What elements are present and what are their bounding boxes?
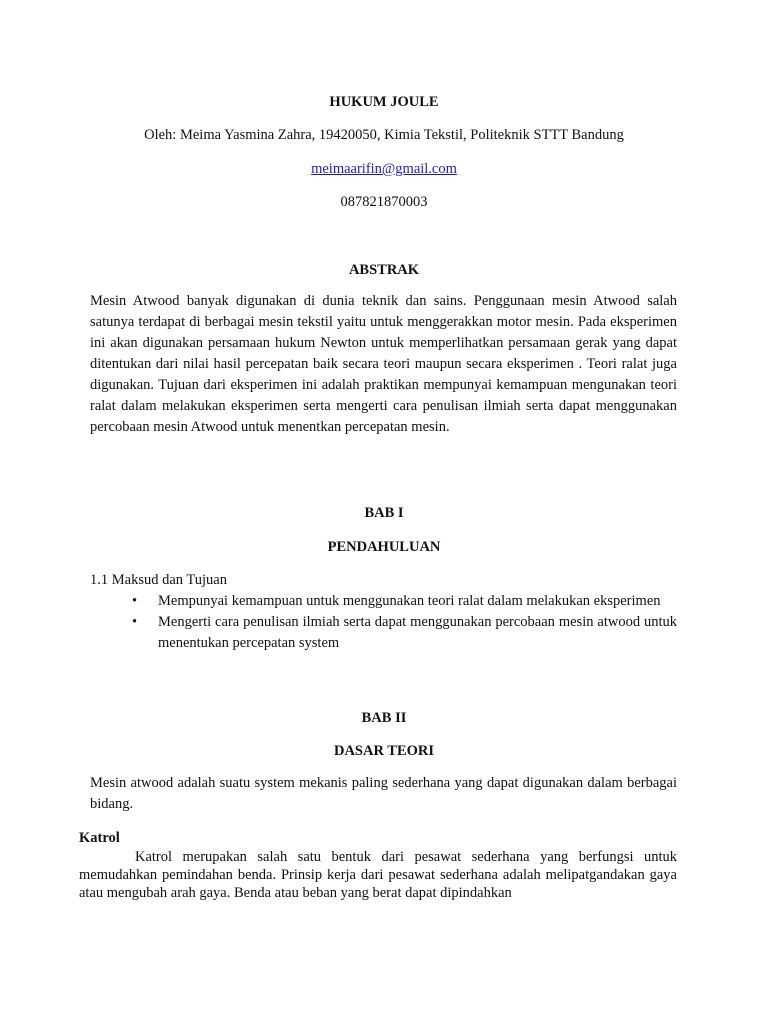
list-item [132, 612, 677, 654]
email-link-row [0, 161, 768, 178]
objectives-list [132, 591, 677, 654]
list-item [132, 591, 677, 612]
bullet-icon: • [132, 593, 138, 609]
abstract-heading: ABSTRAK [348, 262, 420, 278]
katrol-text: Katrol merupakan salah satu bentuk dari pesawat sederhana yang berfungsi untuk memudahkan pemindahan benda. Prinsip kerja dari pesawat sederhana adalah melipatgandakan gaya atau mengubah arah gaya. Benda atau beban yang berat dapat dipindahkan [79, 849, 677, 901]
bab1-title: PENDAHULUAN [327, 539, 441, 555]
bab2-intro: Mesin atwood adalah suatu system mekanis paling sederhana yang dapat digunakan dalam berbagai bidang. [90, 775, 677, 812]
list-item-text: Mengerti cara penulisan ilmiah serta dapat menggunakan percobaan mesin atwood untuk menentukan percepatan system [158, 614, 677, 651]
section-heading-maksud: 1.1 Maksud dan Tujuan [90, 572, 227, 588]
bab2-number: BAB II [361, 710, 407, 726]
bullet-icon: • [132, 614, 138, 630]
abstract-text: Mesin Atwood banyak digunakan di dunia teknik dan sains. Penggunaan mesin Atwood salah satunya terdapat di berbagai mesin tekstil yaitu untuk menggerakkan motor mesin. Pada eksperimen ini akan digunakan persamaan hukum Newton untuk memperlihatkan persamaan gerak yang dapat ditentukan dari nilai hasil percepatan baik secara teori maupun secara eksperimen . Teori ralat juga digunakan. Tujuan dari eksperimen ini adalah praktikan mempunyai kemampuan mengunakan teori ralat dalam melakukan eksperimen serta mengerti cara penulisan ilmiah serta dapat menggunakan percobaan mesin Atwood untuk menentkan percepatan mesin. [90, 293, 677, 435]
list-item-text: Mempunyai kemampuan untuk menggunakan teori ralat dalam melakukan eksperimen [158, 593, 661, 609]
email-link[interactable]: meimaarifin@gmail.com [311, 161, 457, 177]
document-title: HUKUM JOULE [329, 94, 439, 110]
author-line: Oleh: Meima Yasmina Zahra, 19420050, Kimia Tekstil, Politeknik STTT Bandung [144, 127, 624, 143]
phone-number: 087821870003 [340, 194, 428, 210]
bab1-number: BAB I [364, 505, 404, 521]
katrol-heading: Katrol [79, 830, 120, 846]
bab2-title: DASAR TEORI [333, 743, 435, 759]
